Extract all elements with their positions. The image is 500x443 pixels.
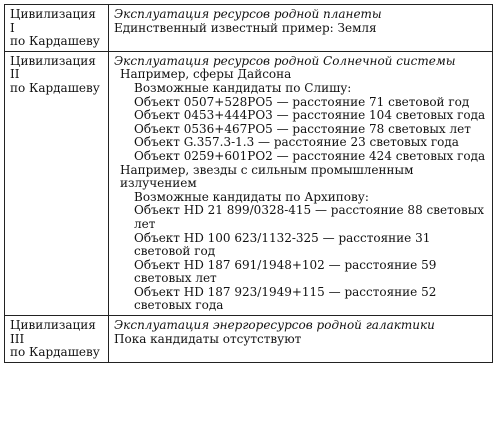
table-row-type-1 — [5, 5, 493, 52]
candidate-item: Объект HD 187 691/1948+102 — расстояние 59 световых лет — [134, 257, 437, 286]
civilization-type-cell — [5, 316, 109, 363]
example-text: Единственный известный пример: Земля — [114, 20, 377, 35]
candidate-item: Объект HD 187 923/1949+115 — расстояние 52 световых года — [134, 284, 437, 313]
candidate-item: Объект 0536+467PO5 — расстояние 78 световых лет — [134, 121, 471, 136]
candidate-item: Объект 0507+528PO5 — расстояние 71 световой год — [134, 94, 470, 109]
resource-heading: Эксплуатация ресурсов родной Солнечной системы — [114, 53, 456, 68]
candidate-item: Объект 0259+601PO2 — расстояние 424 световых года — [134, 148, 486, 163]
civilization-scale: по Кардашеву — [10, 34, 100, 49]
group-title-industrial: Например, звезды с сильным промышленным излучением — [120, 162, 414, 191]
table-row-type-2 — [5, 51, 493, 315]
description-cell — [109, 316, 493, 363]
table-row-type-3 — [5, 316, 493, 363]
candidates-subtitle-arkhipov: Возможные кандидаты по Архипову: — [134, 189, 369, 204]
group-title-dyson: Например, сферы Дайсона — [120, 67, 292, 82]
candidate-item: Объект G.357.3-1.3 — расстояние 23 световых года — [134, 135, 459, 150]
civilization-name: Цивилизация I — [10, 7, 96, 35]
description-cell — [109, 5, 493, 52]
candidates-subtitle-slysh: Возможные кандидаты по Слишу: — [134, 80, 352, 95]
civilization-type-cell — [5, 51, 109, 315]
civilization-scale: по Кардашеву — [10, 80, 100, 95]
example-text: Пока кандидаты отсутствуют — [114, 331, 302, 346]
civilization-scale: по Кардашеву — [10, 345, 100, 360]
resource-heading: Эксплуатация ресурсов родной планеты — [114, 7, 382, 21]
candidate-item: Объект 0453+444PO3 — расстояние 104 световых года — [134, 108, 486, 123]
resource-heading: Эксплуатация энергоресурсов родной галактики — [114, 318, 435, 333]
candidate-item: Объект HD 100 623/1132-325 — расстояние 31 световой год — [134, 230, 431, 259]
civilization-type-cell — [5, 5, 109, 52]
civilization-name: Цивилизация II — [10, 53, 96, 82]
description-cell — [109, 51, 493, 315]
candidate-item: Объект HD 21 899/0328-415 — расстояние 88 световых лет — [134, 203, 485, 231]
civilization-name: Цивилизация III — [10, 318, 96, 346]
kardashev-civilizations-table — [4, 4, 493, 363]
